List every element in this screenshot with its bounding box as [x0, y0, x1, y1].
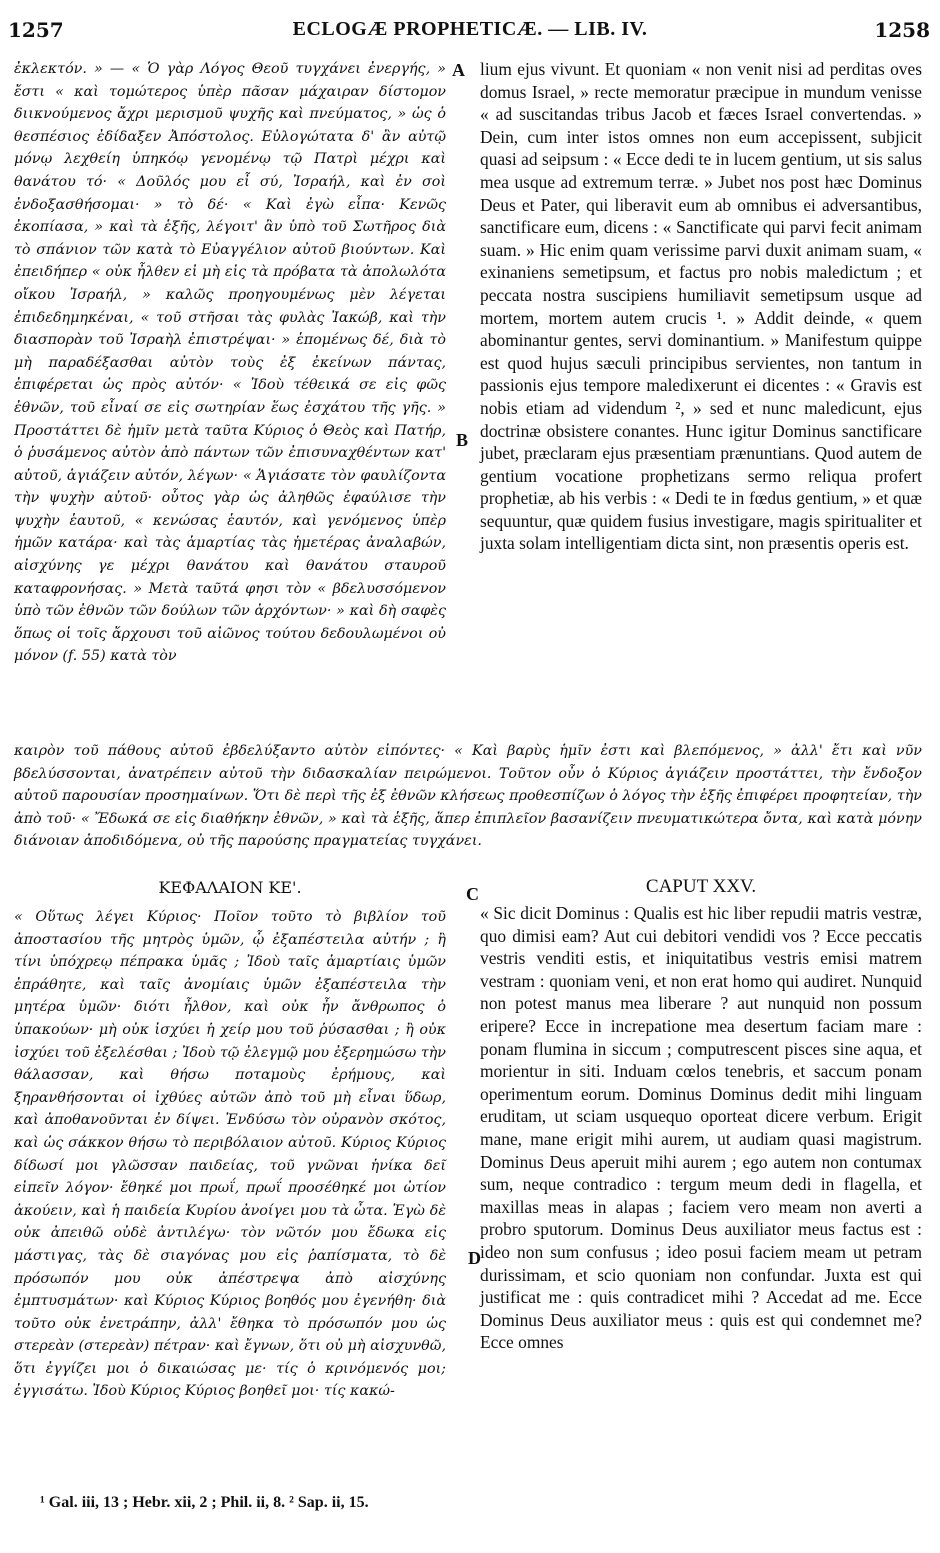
lower-greek-column [14, 906, 446, 1403]
full-width-greek-text: καιρὸν τοῦ πάθους αὐτοῦ ἐβδελύξαντο αὐτὸν εἰπόντες· « Καὶ βαρὺς ἡμῖν ἐστι καὶ βλεπόμενος, » ἀλλ' ἔτι καὶ νῦν βδελύσσονται, ἀνατρέπειν αὐτοῦ τὴν διδασκαλίαν πειρώμενοι. Τοῦτον οὖν ὁ Κύριος ἁγιάζειν προστάττει, τὴν ἔνδοξον αὐτοῦ παρουσίαν προσημαίνων. Ὅτι δὲ περὶ τῆς ἐξ ἐθνῶν κλήσεως προθεσπίζων ὁ λόγος τὴν ἑξῆς ἐπιφέρει προφητείαν, τὴν ἀπὸ τοῦ· « Ἔδωκά σε εἰς διαθήκην ἐθνῶν, » καὶ τὰ ἑξῆς, ἅπερ ἐπιπλεῖον βασανίζειν πνευματικώτερα ὄντα, καὶ κατὰ μόνην διάνοιαν ἀποδιδόμενα, οὐ τῆς παρούσης πραγματείας τυγχάνει. [14, 743, 922, 850]
upper-latin-column [480, 58, 922, 555]
upper-greek-text: ἐκλεκτόν. » — « Ὁ γὰρ Λόγος Θεοῦ τυγχάνει ἐνεργής, » ἔστι « καὶ τομώτερος ὑπὲρ πᾶσαν μάχαιραν δίστομον διικνούμενος ἄχρι μερισμοῦ ψυχῆς καὶ πνεύματος, » ὡς ὁ θεσπέσιος ἐδίδαξεν Ἀπόστολος. Εὐλογώτατα δ' ἂν αὐτῷ μόνῳ λεχθείη ὑπηκόῳ γενομένῳ τῷ Πατρὶ μέχρι καὶ θανάτου τό· « Δοῦλός μου εἶ σύ, Ἰσραήλ, καὶ ἐν σοὶ ἐνδοξασθήσομαι· » τὸ δέ· « Καὶ ἐγὼ εἶπα· Κενῶς ἐκοπίασα, » καὶ τὰ ἑξῆς, λέγοιτ' ἂν ὑπὸ τοῦ Σωτῆρος διὰ τὸ σπάνιον τῶν κατὰ τὸ Εὐαγγέλιον αὐτοῦ βιούντων. Καὶ ἐπειδήπερ « οὐκ ἦλθεν εἰ μὴ εἰς τὰ πρόβατα τὰ ἀπολωλότα οἴκου Ἰσραήλ, » καλῶς προηγουμένως μὲν λέγεται ἐπιδεδημηκέναι, « τοῦ στῆσαι τὰς φυλὰς Ἰακώβ, καὶ τὴν διασπορὰν τοῦ Ἰσραὴλ ἐπιστρέψαι· » ἑπομένως δέ, διὰ τὸ μὴ παραδέξασθαι αὐτὸν τοὺς ἐξ ἐκείνων πάντας, ἐπιφέρεται ὡς πρὸς αὐτόν· « Ἰδοὺ τέθεικά σε εἰς φῶς ἐθνῶν, τοῦ εἶναί σε εἰς σωτηρίαν ἕως ἐσχάτου τῆς γῆς. » Προστάττει δὲ ἡμῖν μετὰ ταῦτα Κύριος ὁ Θεὸς καὶ Πατήρ, ὁ ῥυσάμενος αὐτὸν ἀπὸ πάντων τῶν ἐπισυναχθέντων κατ' αὐτοῦ, ἁγιάζειν αὐτόν, λέγων· « Ἁγιάσατε τὸν φαυλίζοντα τὴν ψυχὴν αὐτοῦ· οὗτος γὰρ ὡς ἀληθῶς ἐφαύλισε τὴν ψυχὴν ἑαυτοῦ, « κενώσας ἑαυτόν, καὶ γενόμενος ὑπὲρ ἡμῶν κατάρα· καὶ τὰς ἁμαρτίας τὰς ἡμετέρας ἀναλαβών, αἰσχύνης γε μέχρι θανάτου καὶ θανάτου σταυροῦ καταφρονήσας. » Μετὰ ταῦτά φησι τὸν « βδελυσσόμενον ὑπὸ τῶν ἐθνῶν τῶν δούλων τῶν ἀρχόντων· » καὶ δὴ σαφὲς ὅπως οἱ τοῖς ἄρχουσι τοῦ αἰῶνος τούτου δεδουλωμένοι οὐ μόνον (f. 55) κατὰ τὸν [14, 61, 446, 665]
running-title: ECLOGÆ PROPHETICÆ. — LIB. IV. [292, 18, 648, 40]
lower-latin-text: « Sic dicit Dominus : Qualis est hic liber repudii matris vestræ, quo dimisi eam? Aut cui debitori vendidi vos ? Ecce peccatis vestris venditi estis, et iniquitatibus vestris emisi matrem vestram : quoniam veni, et non erat homo qui audiret. Nunquid non potest manus mea liberare ? aut nunquid non possum eripere? Ecce in increpatione mea desertum faciam mare : ponam flumina in siccum ; computrescent pisces sine aqua, et morientur in siti. Induam cœlos tenebris, et saccum ponam operimentum eorum. Dominus Dominus dedit mihi linguam eruditam, ut sciam usquequo oporteat dicere verbum. Erigit mane, mane erigit mihi aurem, ut audiam quasi magistrum. Dominus Deus aperuit mihi aurem ; ego autem non contumax sum, neque contradico : tergum meum dedi in flagella, et maxillas meas in alapas ; faciem vero meam non averti a probro sputorum. Dominus Deus auxiliator meus factus est : ideo non sum confusus ; ideo posui faciem meam ut petram durissimam, et scio quoniam non confundar. Juxta est qui justificat me : quis contradicet mihi ? Accedat ad me. Ecce Dominus Deus auxiliator meus : quis est qui condemnet me? Ecce omnes [480, 903, 922, 1353]
lower-latin-column [480, 902, 922, 1354]
full-width-greek-block [14, 740, 922, 853]
lower-greek-text: « Οὕτως λέγει Κύριος· Ποῖον τοῦτο τὸ βιβλίον τοῦ ἀποστασίου τῆς μητρὸς ὑμῶν, ᾧ ἐξαπέστειλα αὐτήν ; ἢ τίνι ὑπόχρεῳ πέπρακα ὑμᾶς ; Ἰδοὺ ταῖς ἁμαρτίαις ὑμῶν ἐπράθητε, καὶ ταῖς ἀνομίαις ὑμῶν ἐξαπέστειλα τὴν μητέρα ὑμῶν· διότι ἦλθον, καὶ οὐκ ἦν ἄνθρωπος ὁ ὑπακούων· μὴ οὐκ ἰσχύει ἡ χείρ μου τοῦ ῥύσασθαι ; ἢ οὐκ ἰσχύει τοῦ ἐξελέσθαι ; Ἰδοὺ τῷ ἐλεγμῷ μου ἐξερημώσω τὴν θάλασσαν, καὶ θήσω ποταμοὺς ἐρήμους, καὶ ξηρανθήσονται οἱ ἰχθύες αὐτῶν ἀπὸ τοῦ μὴ εἶναι ὕδωρ, καὶ ἀποθανοῦνται ἐν δίψει. Ἐνδύσω τὸν οὐρανὸν σκότος, καὶ ὡς σάκκον θήσω τὸ περιβόλαιον αὐτοῦ. Κύριος Κύριος δίδωσί μοι γλῶσσαν παιδείας, τοῦ γνῶναι ἡνίκα δεῖ εἰπεῖν λόγον· ἔθηκέ μοι πρωΐ, πρωΐ προσέθηκέ μοι ὠτίον ἀκούειν, καὶ ἡ παιδεία Κυρίου ἀνοίγει μου τὰ ὦτα. Ἐγὼ δὲ οὐκ ἀπειθῶ οὐδὲ ἀντιλέγω· τὸν νῶτόν μου ἔδωκα εἰς μάστιγας, τὰς δὲ σιαγόνας μου εἰς ῥαπίσματα, τὸ δὲ πρόσωπόν μου οὐκ ἀπέστρεψα ἀπὸ αἰσχύνης ἐμπτυσμάτων· καὶ Κύριος Κύριος βοηθός μου ἐγενήθη· διὰ τοῦτο οὐκ ἐνετράπην, ἀλλ' ἔθηκα τὸ πρόσωπόν μου ὡς στερεὰν (στερεὰν) πέτραν· καὶ ἔγνων, ὅτι οὐ μὴ αἰσχυνθῶ, ὅτι ἐγγίζει μοι ὁ δικαιώσας με· τίς ὁ κρινόμενός μοι; ἐγγισάτω. Ἰδοὺ Κύριος Κύριος βοηθεῖ μοι· τίς κακώ- [14, 909, 446, 1400]
greek-chapter-heading: ΚΕΦΑΛΑΙΟΝ ΚΕ'. [158, 878, 302, 897]
margin-marker-c: C [466, 884, 479, 904]
upper-latin-text: lium ejus vivunt. Et quoniam « non venit nisi ad perditas oves domus Israel, » recte memoratur præcipue in mundum venisse « ad suscitandas tribus Jacob et fæces Israel convertendas. » Dein, cum inter istos omnes non eum accepissent, subjicit quasi ad seipsum : « Ecce dedi te in lucem gentium, ut sis salus mea usque ad extremum terræ. » Jubet nos post hæc Dominus Deus et Pater, qui liberavit eum ab omnibus ei adversantibus, sanctificare eum, dicens : « Sanctificate qui parvi fecit animam suam. » Hic enim quam verissime parvi duxit animam suam, « exinaniens semetipsum, et factus pro nobis maledictum ; et peccata nostra suscipiens humiliavit semetipsum usque ad mortem, mortem autem crucis ¹. » Addit deinde, « quem abominantur gentes, servi dominantium. » Manifestum quippe est quod hujus sæculi principibus servientes, non tantum in passionis ejus tempore maledixerunt ei dicentes : « Gravis est nobis etiam ad videndum ², » sed et nunc maledicunt, ejus doctrinæ obsistere conantes. Hunc igitur Dominus sanctificare jubet, præclaram ejus præsentiam prænuntians. Quod autem de gentium vocatione prophetizans sermo reliqua profert prophetiæ, ab his verbis : « Dedi te in fœdus gentium, » et quæ sequuntur, quæ quidem fusius investigare, magis spiritualiter et juxta solam intelligentiam dicta sint, non præsentis operis est. [480, 59, 922, 554]
latin-chapter-heading: CAPUT XXV. [645, 876, 757, 897]
upper-greek-column [14, 58, 446, 668]
page-number-right: 1258 [874, 18, 930, 42]
margin-marker-a: A [452, 60, 465, 80]
margin-marker-d: D [468, 1248, 481, 1268]
margin-marker-b: B [456, 430, 469, 450]
page-header [0, 14, 940, 50]
footnotes: ¹ Gal. iii, 13 ; Hebr. xii, 2 ; Phil. ii, 8. ² Sap. ii, 15. [40, 1494, 369, 1511]
page-number-left: 1257 [8, 18, 64, 42]
